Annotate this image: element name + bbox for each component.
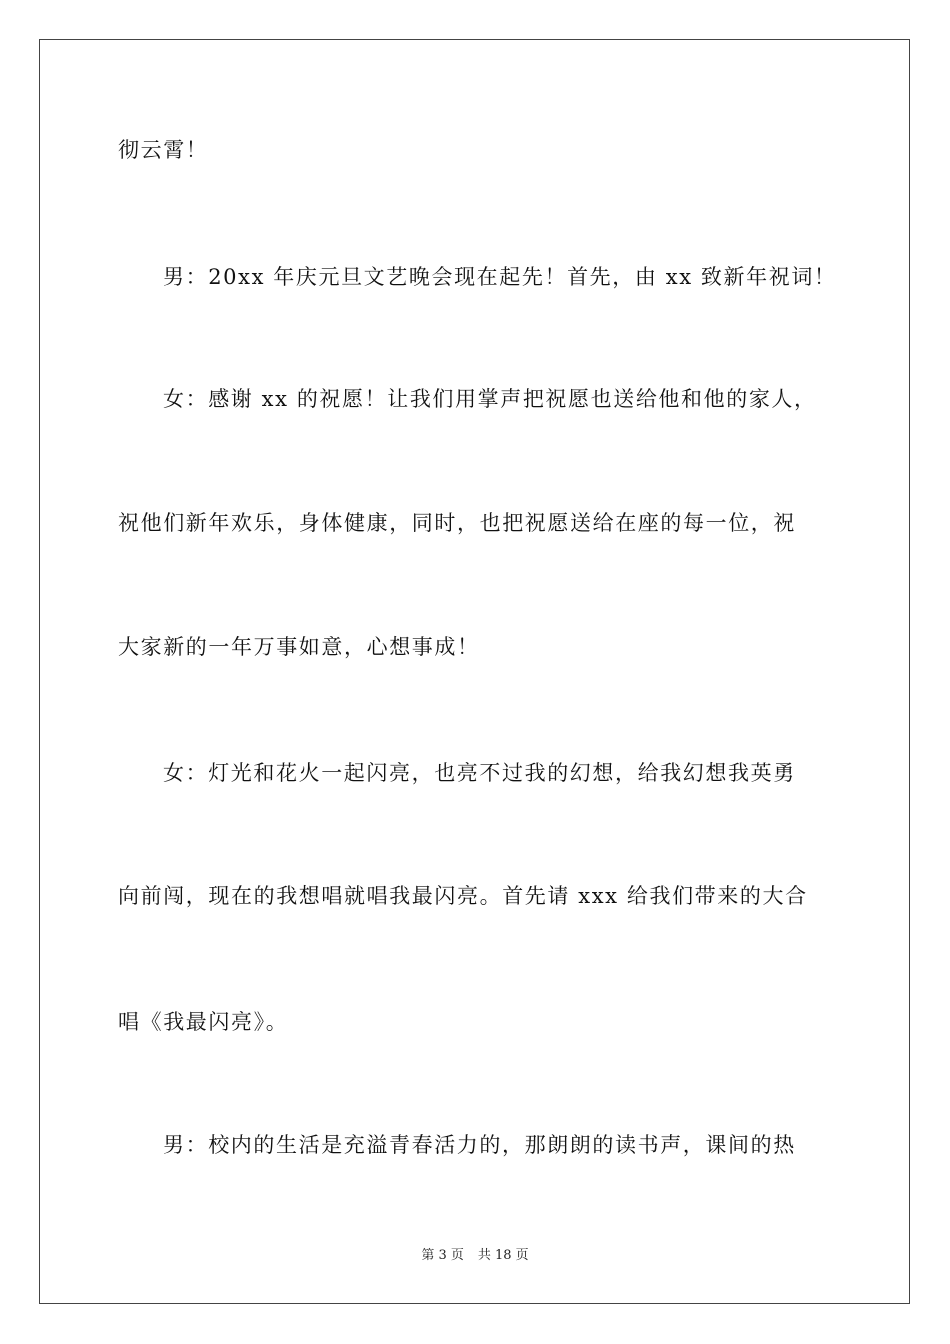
text-line: 男：校内的生活是充溢青春活力的，那朗朗的读书声，课间的热 xyxy=(163,1133,796,1157)
text-line: 祝他们新年欢乐，身体健康，同时，也把祝愿送给在座的每一位，祝 xyxy=(118,511,796,535)
page-number: 第 3 页 xyxy=(421,1248,464,1263)
text-line: 大家新的一年万事如意，心想事成！ xyxy=(118,635,480,659)
text-line: 唱《我最闪亮》。 xyxy=(118,1010,289,1034)
text-line: 男：20xx 年庆元旦文艺晚会现在起先！首先，由 xx 致新年祝词！ xyxy=(163,265,837,289)
text-line: 女：感谢 xx 的祝愿！让我们用掌声把祝愿也送给他和他的家人， xyxy=(163,387,817,411)
text-line: 女：灯光和花火一起闪亮，也亮不过我的幻想，给我幻想我英勇 xyxy=(163,761,796,785)
page-footer xyxy=(0,1247,950,1265)
page-border xyxy=(39,39,910,1304)
text-line: 彻云霄！ xyxy=(118,138,209,162)
text-line: 向前闯，现在的我想唱就唱我最闪亮。首先请 xxx 给我们带来的大合 xyxy=(118,884,808,908)
total-pages: 共 18 页 xyxy=(477,1248,529,1263)
